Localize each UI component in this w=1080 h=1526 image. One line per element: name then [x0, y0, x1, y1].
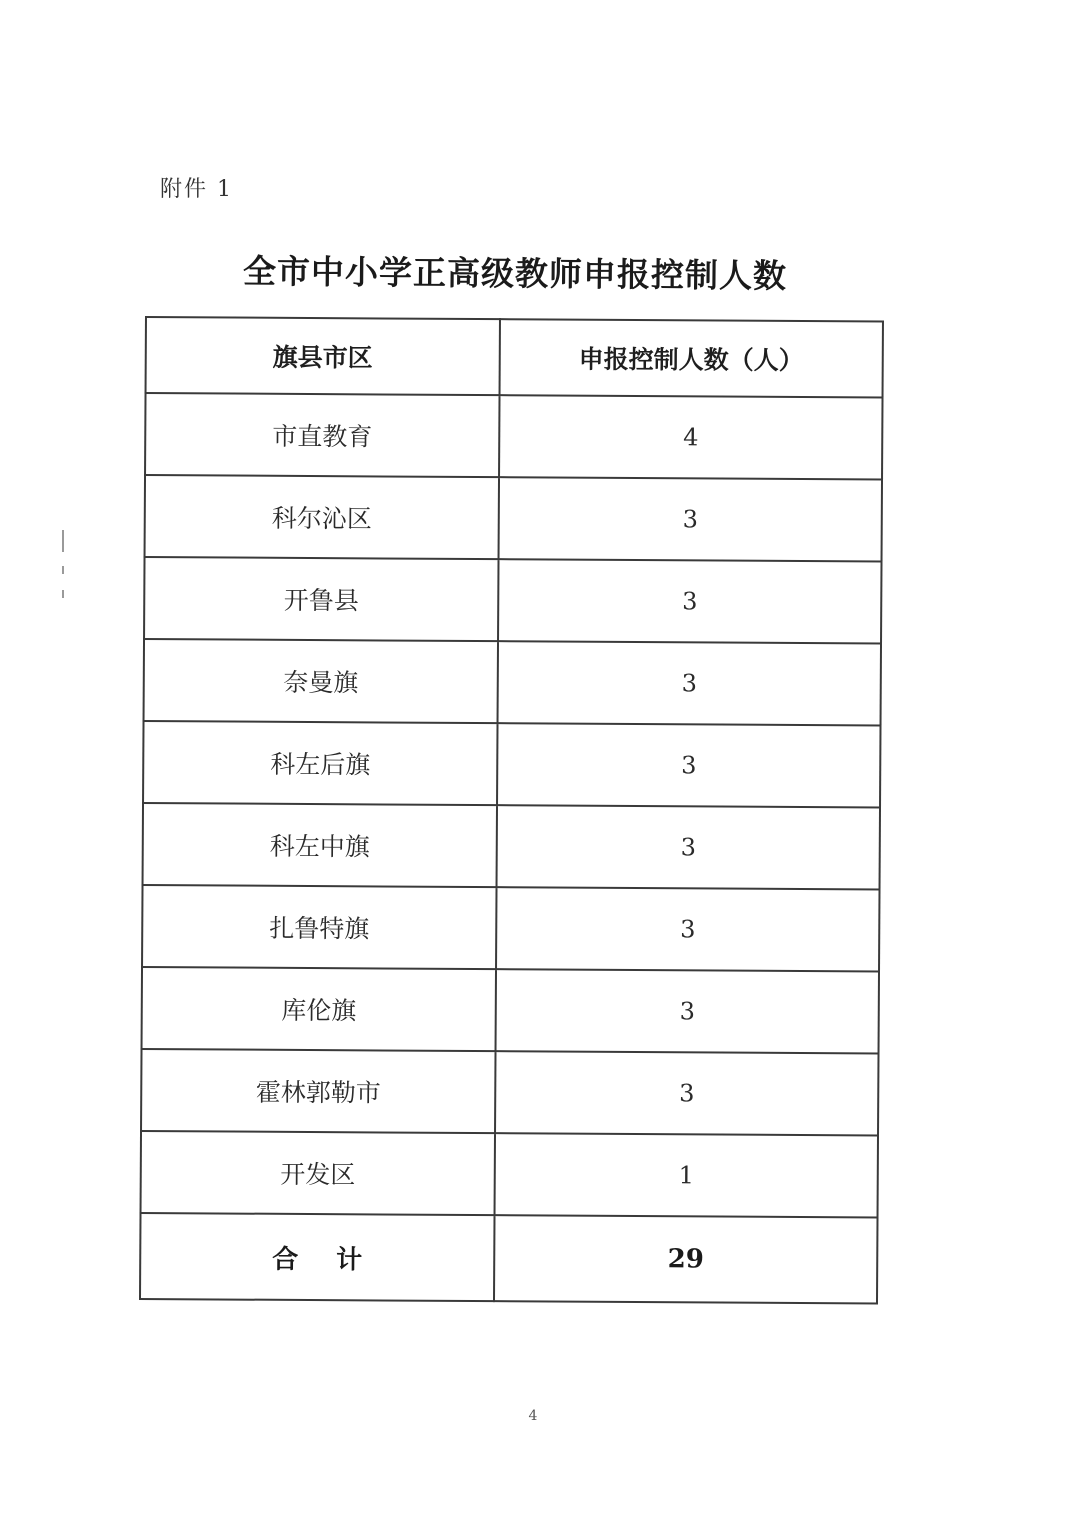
page-number: 4 [528, 1408, 538, 1424]
region-cell: 扎鲁特旗 [142, 885, 496, 969]
document-title: 全市中小学正高级教师申报控制人数 [242, 251, 788, 296]
attachment-label: 附件 1 [160, 177, 233, 202]
quota-table [139, 316, 884, 1304]
table-row [143, 721, 880, 808]
table-row [145, 393, 882, 480]
table-row [143, 803, 880, 890]
region-cell: 科左中旗 [143, 803, 497, 887]
quota-table-container [139, 316, 882, 1304]
table-row [144, 639, 881, 726]
region-cell: 开发区 [141, 1131, 495, 1215]
header-count: 申报控制人数（人） [500, 319, 883, 397]
table-header-row [146, 317, 883, 398]
count-cell: 3 [499, 477, 882, 561]
header-region: 旗县市区 [146, 317, 500, 395]
total-label [140, 1213, 495, 1301]
region-cell: 奈曼旗 [144, 639, 498, 723]
region-cell: 开鲁县 [144, 557, 498, 641]
count-cell: 3 [496, 969, 879, 1053]
scan-artifact-mark [62, 566, 64, 574]
region-cell: 科尔沁区 [145, 475, 499, 559]
table-row [145, 475, 882, 562]
table-row [141, 1131, 878, 1218]
count-cell: 3 [497, 723, 880, 807]
total-label-text: 合计 [272, 1244, 401, 1276]
table-row [142, 885, 879, 972]
total-count: 29 [494, 1215, 878, 1303]
count-cell: 3 [495, 1051, 878, 1135]
region-cell: 科左后旗 [143, 721, 497, 805]
table-row [141, 1049, 878, 1136]
count-cell: 3 [496, 887, 879, 971]
region-cell: 市直教育 [145, 393, 499, 477]
count-cell: 1 [495, 1133, 878, 1217]
count-cell: 3 [498, 641, 881, 725]
table-row [142, 967, 879, 1054]
table-row [144, 557, 881, 644]
region-cell: 霍林郭勒市 [141, 1049, 495, 1133]
scan-artifact-mark [62, 590, 64, 598]
total-row [140, 1213, 878, 1304]
region-cell: 库伦旗 [142, 967, 496, 1051]
count-cell: 3 [498, 559, 881, 643]
count-cell: 4 [499, 395, 882, 479]
scan-artifact-mark [62, 530, 64, 552]
count-cell: 3 [497, 805, 880, 889]
